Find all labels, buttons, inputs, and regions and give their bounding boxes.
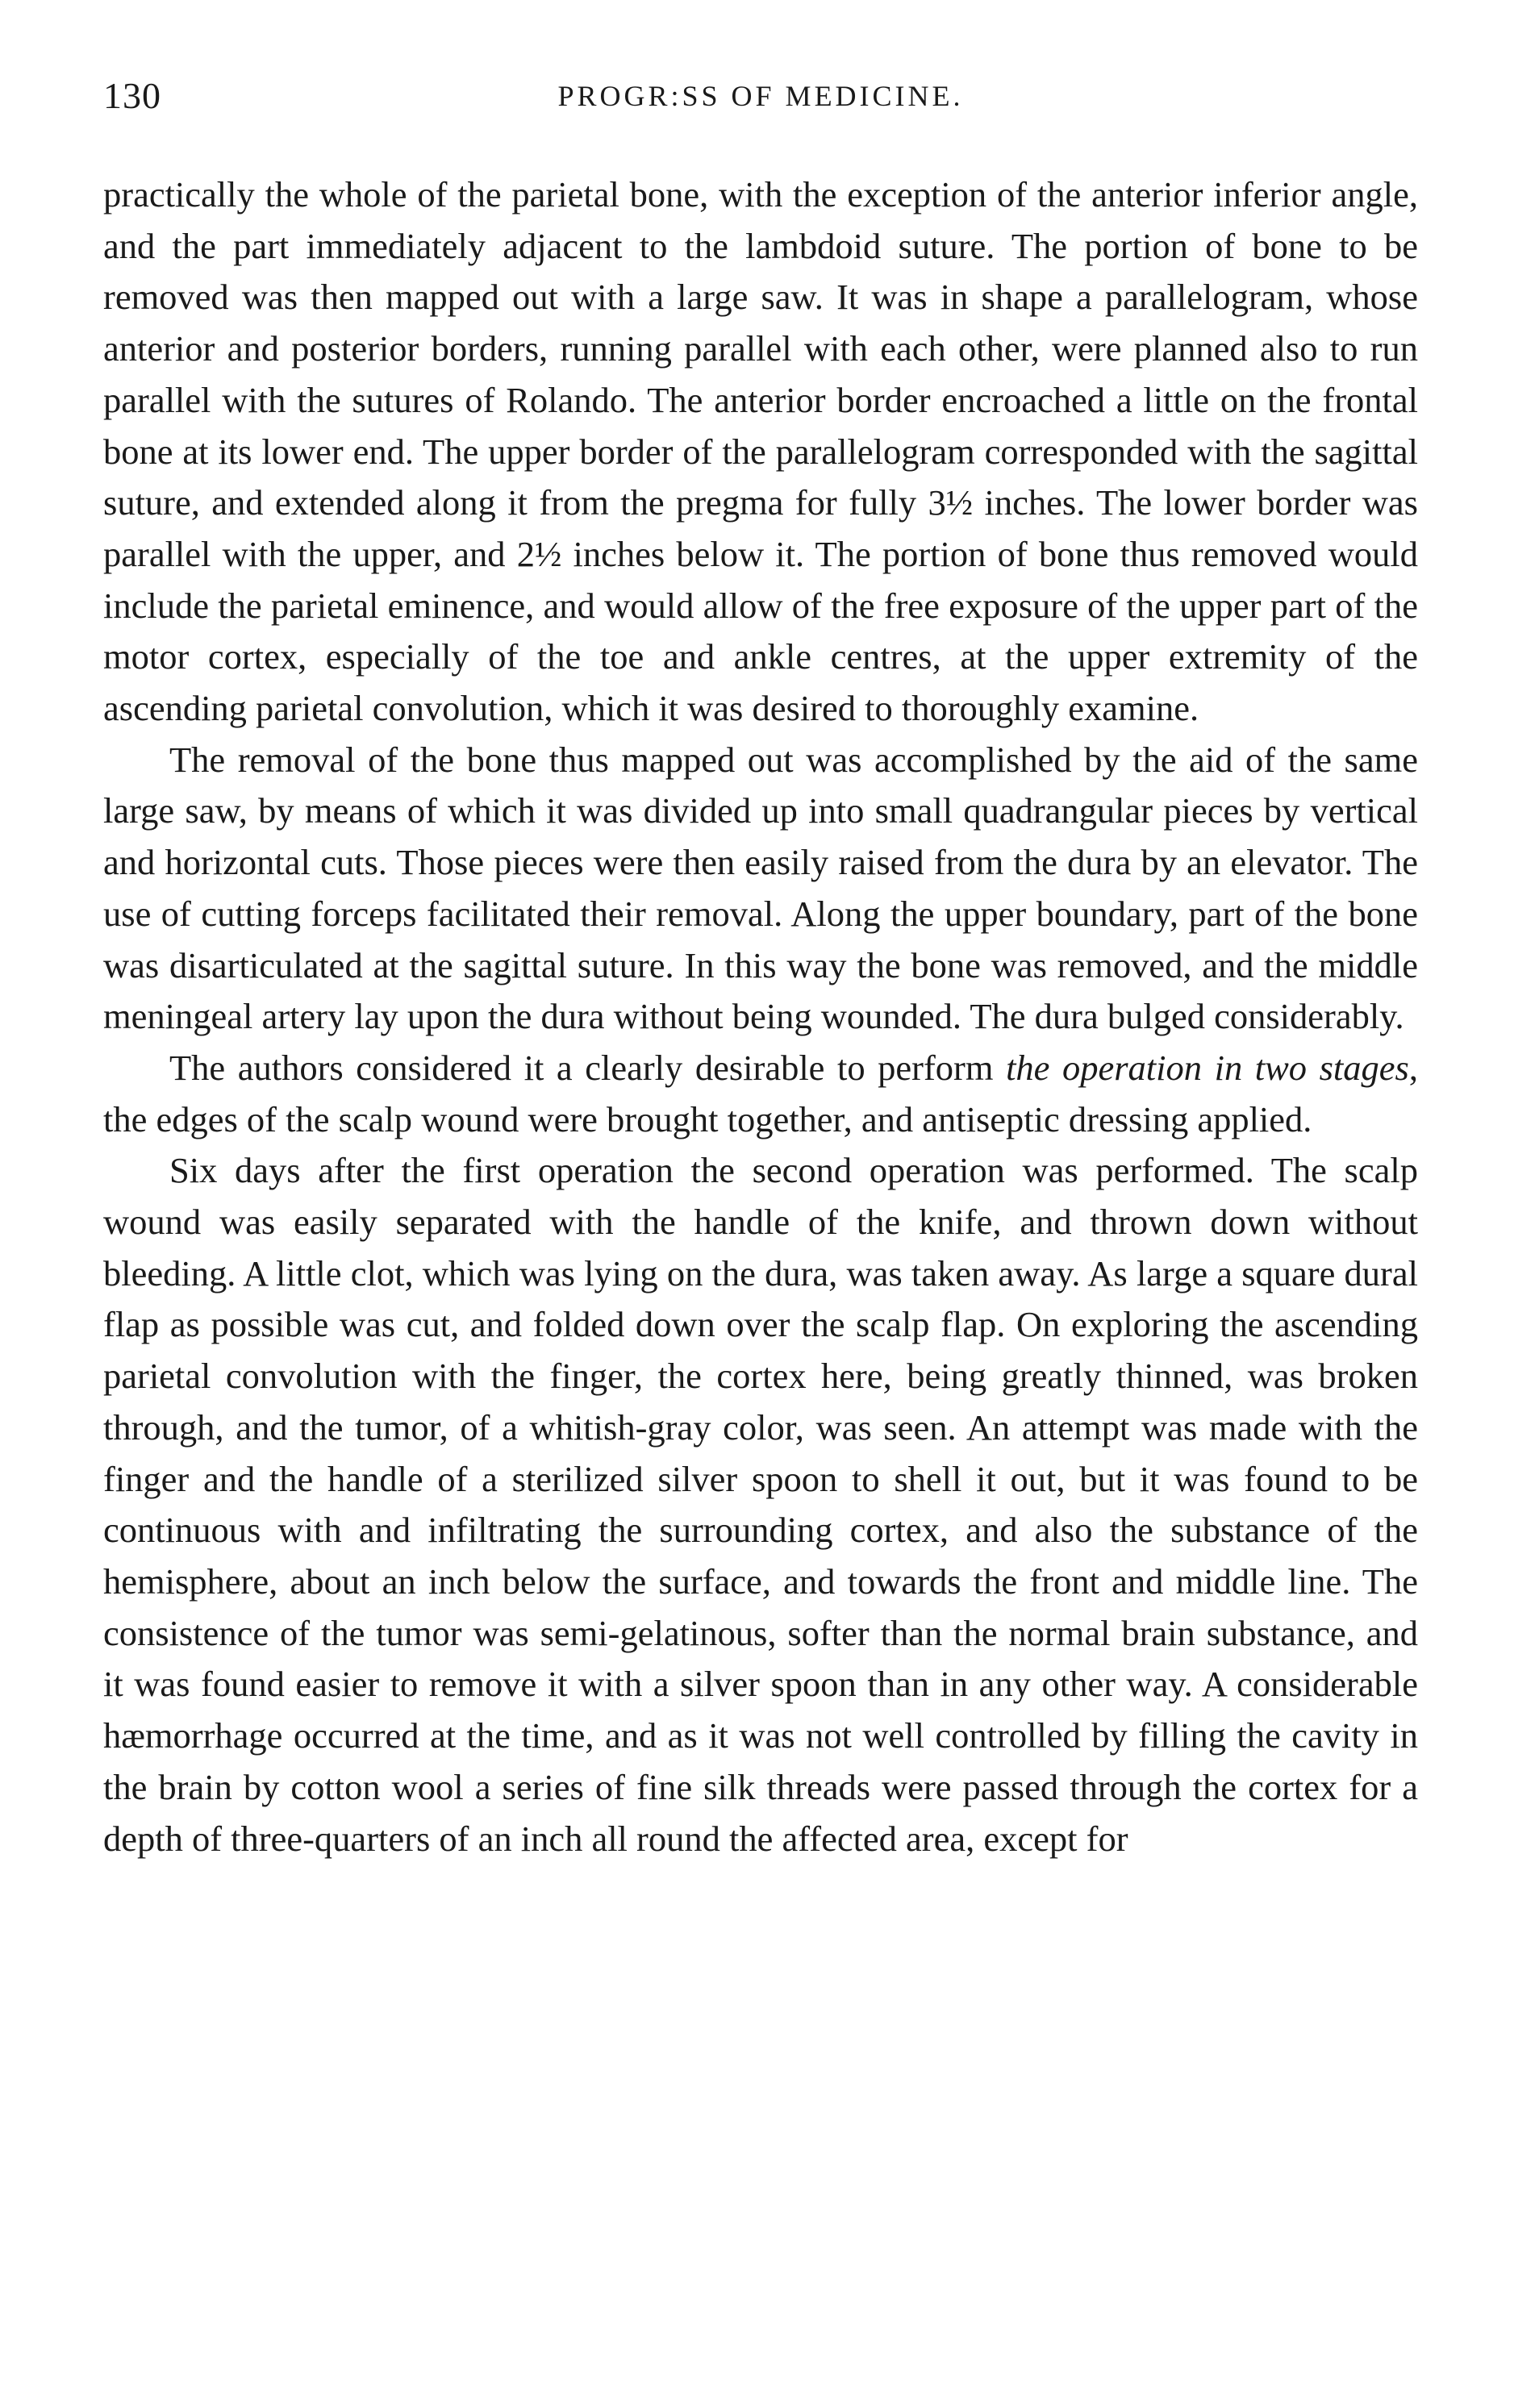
- paragraph-two-stages: [103, 1043, 1418, 1145]
- running-title: PROGR:SS OF MEDICINE.: [557, 80, 964, 112]
- page-number: 130: [103, 75, 161, 116]
- body-text: [103, 169, 1418, 1864]
- paragraph-second-operation: Six days after the first operation the second operation was performed. The scalp wound was easily separated with the handle of the knife, and thrown down without bleeding. A little clot, which was lying on the dura, was taken away. As large a square dural flap as possible was cut, and folded down over the scalp flap. On exploring the ascending parietal convolution with the finger, the cortex here, being greatly thinned, was broken through, and the tumor, of a whitish-gray color, was seen. An attempt was made with the finger and the handle of a sterilized silver spoon to shell it out, but it was found to be continuous with and infiltrating the surrounding cortex, and also the substance of the hemisphere, about an inch below the surface, and towards the front and middle line. The consistence of the tumor was semi-gelatinous, softer than the normal brain substance, and it was found easier to remove it with a silver spoon than in any other way. A considerable hæmorrhage occurred at the time, and as it was not well controlled by filling the cavity in the brain by cotton wool a series of fine silk threads were passed through the cortex for a depth of three-quarters of an inch all round the affected area, except for: [103, 1150, 1418, 1859]
- paragraph-continued: practically the whole of the parietal bone, with the exception of the anterior inferior angle, and the part immediately adjacent to the lambdoid suture. The portion of bone to be removed was then mapped out with a large saw. It was in shape a parallelogram, whose anterior and posterior borders, running parallel with each other, were planned also to run parallel with the sutures of Rolando. The anterior border encroached a little on the frontal bone at its lower end. The upper border of the parallelogram corresponded with the sagittal suture, and extended along it from the pregma for fully 3½ inches. The lower border was parallel with the upper, and 2½ inches below it. The portion of bone thus removed would include the parietal eminence, and would allow of the free exposure of the upper part of the motor cortex, especially of the toe and ankle centres, at the upper extremity of the ascending parietal convolution, which it was desired to thoroughly examine.: [103, 174, 1418, 729]
- paragraph-text-after: , the edges of the scalp wound were brought together, and antiseptic dressing applied.: [103, 1047, 1418, 1139]
- page-header: [103, 74, 1418, 123]
- paragraph-bone-removal: The removal of the bone thus mapped out was accomplished by the aid of the same large saw, by means of which it was divided up into small quadrangular pieces by vertical and horizontal cuts. Those pieces were then easily raised from the dura by an elevator. The use of cutting forceps facilitated their removal. Along the upper boundary, part of the bone was disarticulated at the sagittal suture. In this way the bone was removed, and the middle meningeal artery lay upon the dura without being wounded. The dura bulged considerably.: [103, 739, 1418, 1037]
- paragraph-text-before: The authors considered it a clearly desirable to perform: [169, 1047, 1007, 1088]
- italic-phrase: the operation in two stages: [1006, 1047, 1409, 1088]
